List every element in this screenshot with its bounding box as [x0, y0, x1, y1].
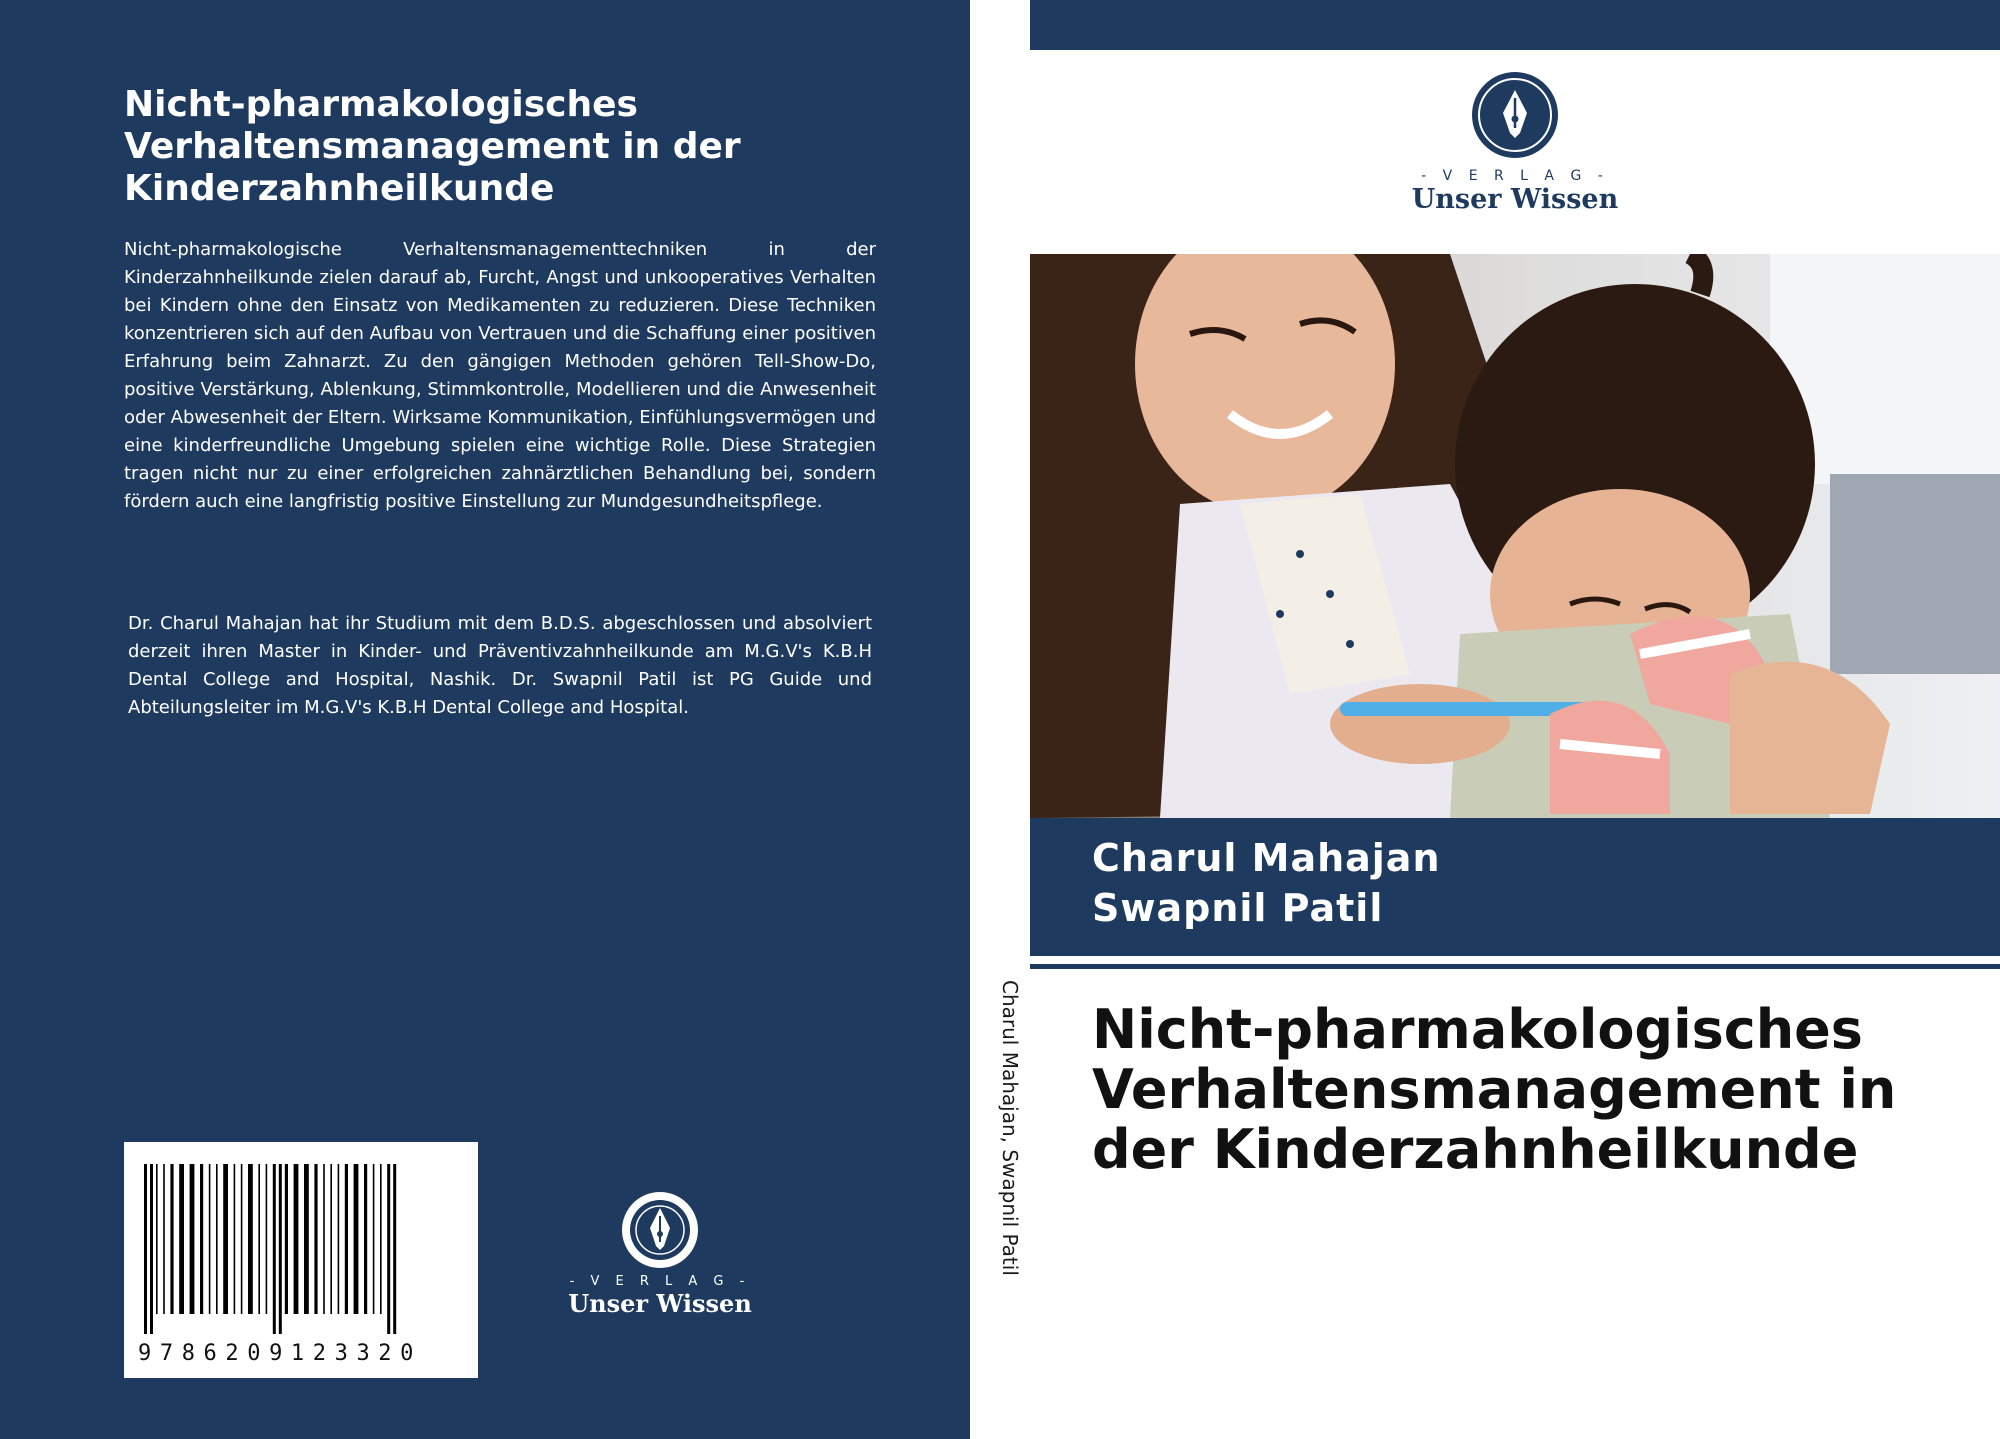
isbn-number: 9786209123320 [138, 1341, 422, 1366]
author-name-1: Charul Mahajan [1092, 836, 1441, 880]
spine-authors: Charul Mahajan, Swapnil Patil [998, 980, 1022, 1276]
back-publisher-logo [560, 1190, 760, 1320]
back-cover-blurb: Nicht-pharmakologische Verhaltensmanagementtechniken in der Kinderzahnheilkunde zielen darauf ab, Furcht, Angst und unkooperatives Verhalten bei Kindern ohne den Einsatz von Medikamenten zu reduzieren. Diese Techniken konzentrieren sich auf den Aufbau von Vertrauen und die Schaffung einer positiven Erfahrung beim Zahnarzt. Zu den gängigen Methoden gehören Tell-Show-Do, positive Verstärkung, Ablenkung, Stimmkontrolle, Modellieren und die Anwesenheit oder Abwesenheit der Eltern. Wirksame Kommunikation, Einfühlungsvermögen und eine kinderfreundliche Umgebung spielen eine wichtige Rolle. Diese Strategien tragen nicht nur zu einer erfolgreichen zahnärztlichen Behandlung bei, sondern fördern auch eine langfristig positive Einstellung zur Mundgesundheitspflege. [124, 239, 876, 512]
front-cover [1030, 0, 2000, 1439]
front-divider [1030, 964, 2000, 969]
publisher-seal-icon [620, 1190, 700, 1270]
author-bio: Dr. Charul Mahajan hat ihr Studium mit dem B.D.S. abgeschlossen und absolviert derzeit ihren Master in Kinder- und Präventivzahnheilkunde am M.G.V's K.B.H Dental College and Hospital, Nashik. Dr. Swapnil Patil ist PG Guide und Abteilungsleiter im M.G.V's K.B.H Dental College and Hospital. [128, 613, 872, 718]
back-cover-title: Nicht-pharmakologisches Verhaltensmanagement in der Kinderzahnheilkunde [124, 84, 741, 209]
front-publisher-logo [1390, 70, 1640, 220]
dentist-child-illustration-icon [1030, 254, 2000, 818]
isbn-barcode [124, 1142, 478, 1378]
front-cover-title: Nicht-pharmakologisches Verhaltensmanagement in der Kinderzahnheilkunde [1092, 998, 1897, 1181]
front-publisher-name: Unser Wissen [1411, 184, 1619, 215]
back-verlag-label: - V E R L A G - [569, 1274, 751, 1289]
author-band [1030, 818, 2000, 956]
dentist-and-child-photo [1030, 254, 2000, 818]
author-name-2: Swapnil Patil [1092, 886, 1384, 930]
barcode-icon [140, 1164, 462, 1334]
back-cover [0, 0, 970, 1439]
publisher-seal-icon [1470, 70, 1560, 160]
front-top-bar [1030, 0, 2000, 50]
back-publisher-name: Unser Wissen [568, 1289, 752, 1318]
spine [970, 0, 1030, 1439]
front-verlag-label: - V E R L A G - [1421, 168, 1609, 184]
